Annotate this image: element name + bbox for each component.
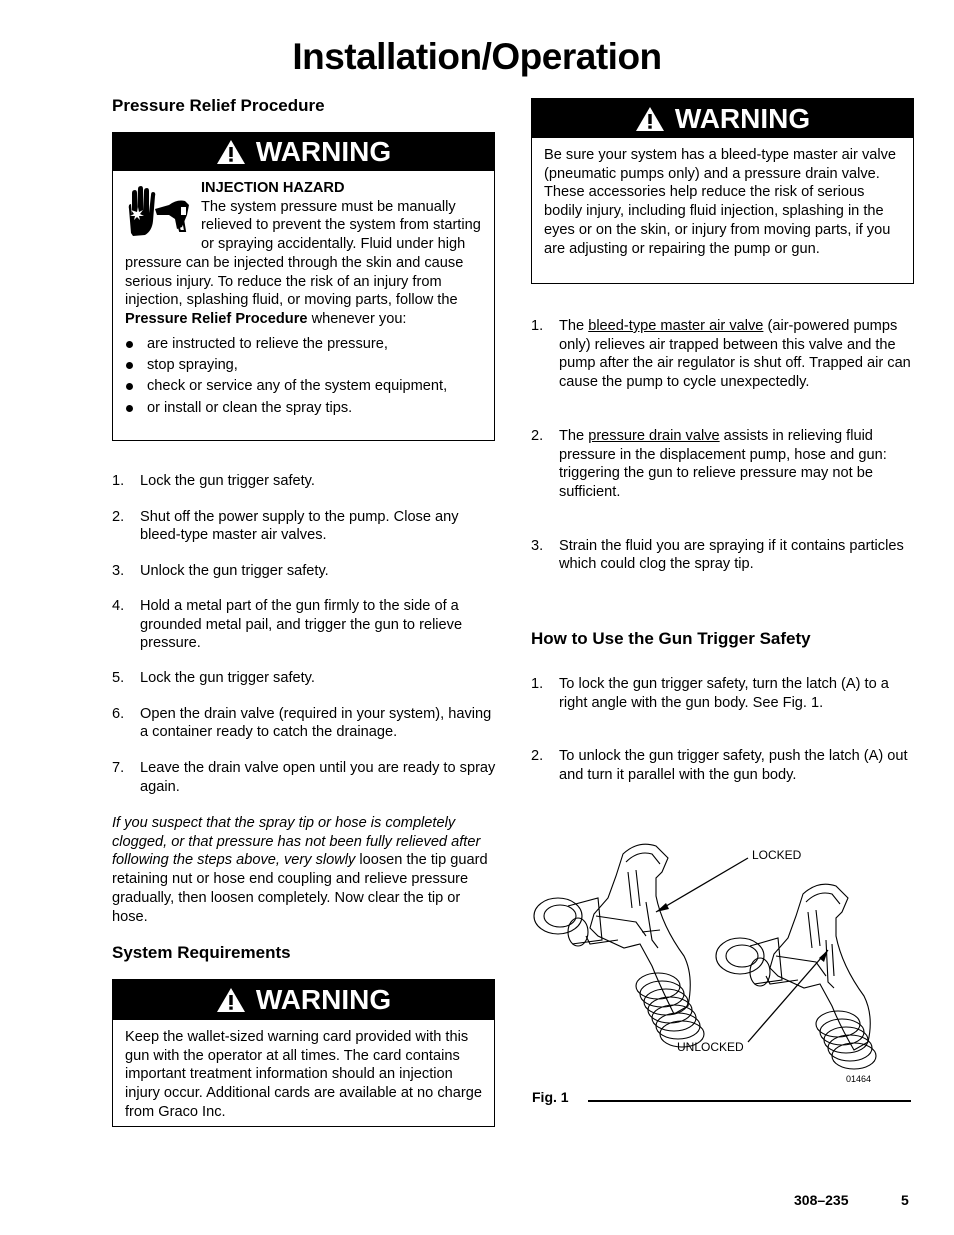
warning-label: WARNING <box>255 984 392 1015</box>
hazard-text-end: whenever you: <box>307 310 407 327</box>
step-item: 2. Shut off the power supply to the pump. Close any bleed-type master air valves. <box>112 508 459 544</box>
caption-rule <box>588 1100 911 1102</box>
warning-header <box>113 980 494 1020</box>
accessory-list <box>531 317 911 574</box>
step-item: 6. Open the drain valve (required in your system), having a container ready to catch the drainage. <box>112 705 492 741</box>
trigger-safety-steps <box>531 675 911 785</box>
figure-code: 01464 <box>846 1074 872 1084</box>
unlocked-label: UNLOCKED <box>677 1040 744 1054</box>
system-requirements-heading: System Requirements <box>112 943 291 962</box>
document-number: 308–235 <box>794 1192 849 1208</box>
clogged-tip-note <box>112 814 496 926</box>
bullet-item: or install or clean the spray tips. <box>125 399 484 418</box>
hazard-title: INJECTION HAZARD <box>201 180 345 196</box>
safety-step: 1. To lock the gun trigger safety, turn the latch (A) to a right angle with the gun body. See Fig. 1. <box>531 676 889 711</box>
relief-steps-list <box>112 472 496 796</box>
page-number: 5 <box>901 1192 909 1208</box>
warning-triangle-icon <box>216 987 246 1013</box>
warning-triangle-icon <box>216 139 246 165</box>
locked-label: LOCKED <box>752 848 802 862</box>
injection-warning-box <box>112 132 495 441</box>
note-text: loosen the tip guard retaining nut or hose end coupling and relieve pressure gradually, then loosen completely. Now clear the tip or hose. <box>112 852 488 925</box>
warning-triangle-icon <box>635 106 665 132</box>
page-title: Installation/Operation <box>292 36 662 77</box>
warning-header <box>113 133 494 171</box>
safety-step: 2. To unlock the gun trigger safety, push the latch (A) out and turn it parallel with the gun body. <box>531 748 908 784</box>
wallet-card-text: Keep the wallet-sized warning card provided with this gun with the operator at all times. The card contains important treatment information should an injection injury occur. Additional cards are available at no charge from Graco Inc. <box>125 1029 482 1120</box>
bullet-item: check or service any of the system equipment, <box>125 377 484 396</box>
bullet-item: stop spraying, <box>125 356 484 375</box>
figure-caption: Fig. 1 <box>532 1089 569 1105</box>
drain-valve-link: pressure drain valve <box>588 427 720 444</box>
step-item: 7. Leave the drain valve open until you are ready to spray again. <box>112 760 496 795</box>
warning-label: WARNING <box>674 102 811 134</box>
hazard-text: The system pressure must be manually relieved to prevent the system from starting or spraying accidentally. Fluid under high pressure can be injected through the skin and cause serious injury. To reduce the risk of an injury from injection, splashing fluid, or moving parts, follow the <box>125 198 481 309</box>
step-item: 1. Lock the gun trigger safety. <box>112 473 315 489</box>
bullet-item: are instructed to relieve the pressure, <box>125 335 484 354</box>
step-item: 5. Lock the gun trigger safety. <box>112 669 315 686</box>
accessory-item: 2. The pressure drain valve assists in relieving fluid pressure in the displacement pump, hose and gun: triggering the gun to relieve pressure may not be sufficient. <box>531 427 887 500</box>
step-item: 4. Hold a metal part of the gun firmly to the side of a grounded metal pail, and trigger the gun to relieve pressure. <box>112 597 463 652</box>
injection-hazard-icon <box>125 185 193 239</box>
note-italic: If you suspect that the spray tip or hose is completely clogged, or that pressure has not been fully relieved after following the steps above, very slowly <box>112 815 481 869</box>
pressure-relief-heading: Pressure Relief Procedure <box>112 96 325 115</box>
warning-header <box>532 99 913 138</box>
hazard-bullet-list <box>125 335 484 418</box>
trigger-safety-heading: How to Use the Gun Trigger Safety <box>531 629 811 648</box>
master-air-valve-text: Be sure your system has a bleed-type master air valve (pneumatic pumps only) and a pressure drain valve. These accessories help reduce the risk of serious bodily injury, including fluid injection, splashing in the eyes or on the skin, or injury from moving parts, if you are adjusting or repairing the pump or gun. <box>544 147 897 257</box>
accessory-item: 1. The bleed-type master air valve (air-powered pumps only) relieves air trapped between this valve and the pump after the air regulator is shut off. Trapped air can cause the pump to cycle unexpectedly. <box>531 318 911 391</box>
hazard-text-bold: Pressure Relief Procedure <box>125 310 308 327</box>
master-air-valve-warning-box <box>531 98 914 284</box>
step-item: 3. Unlock the gun trigger safety. <box>112 563 329 580</box>
wallet-card-warning-box <box>112 979 495 1127</box>
bleed-valve-link: bleed-type master air valve <box>588 318 764 334</box>
warning-label: WARNING <box>255 136 392 167</box>
accessory-item: 3. Strain the fluid you are spraying if it contains particles which could clog the spray tip. <box>531 537 904 573</box>
